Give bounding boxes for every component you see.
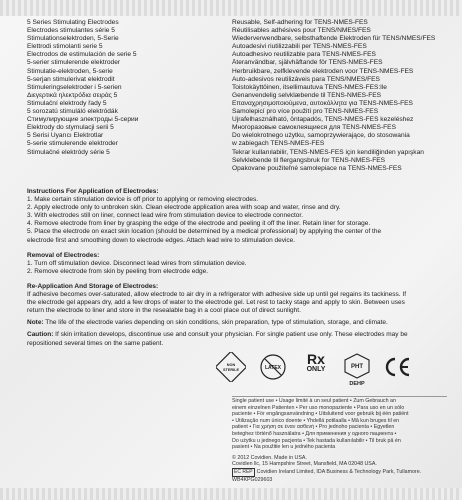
footer-line: paciente • För engångsanvändning • Uitsluitend voor gebruik bij één patiënt: [232, 411, 409, 418]
pht-dehp-icon: [342, 352, 372, 386]
footer-line: pasient • Na použitie len u jedného pacienta: [232, 444, 336, 451]
copyright-line: © 2012 Covidien. Made in USA.: [232, 454, 307, 461]
reapplication-line: If adhesive becomes over-saturated, allow electrode to air dry in a refrigerator with adhesive side up until gel regains its tackiness. If: [27, 291, 406, 299]
product-name-line: 5-serier stimulerende elektroder: [27, 59, 121, 67]
note-label: Note:: [27, 319, 44, 327]
caution-text: [27, 331, 437, 347]
product-name-line: Elektrody do stymulacji serii 5: [27, 124, 114, 132]
product-name-line: Electrodos de estimulación de serie 5: [27, 51, 137, 59]
dehp-text: DEHP: [349, 381, 365, 386]
product-name-line: Elettrodi stimolanti serie 5: [27, 43, 103, 51]
instructions-heading: Instructions For Application of Electrodes:: [27, 188, 159, 195]
product-description-line: Auto-adesivos reutilizáveis para TENS/NMES/FES: [232, 75, 380, 83]
product-description-line: Újrafelhasználható, öntapadós, TENS-NMES-FES kezeléshez: [232, 116, 414, 124]
removal-steps: [27, 260, 437, 276]
reapplication-line: return the electrode to liner and store in the resealable bag in a cool place out of direct sunlight.: [27, 307, 301, 315]
application-step: 3. With electrodes still on liner, connect lead wire from stimulation device to electrode connector.: [27, 212, 304, 220]
removal-step: 1. Turn off stimulation device. Disconnect lead wires from stimulation device.: [27, 259, 247, 267]
product-name-line: Stimulationselektroden, 5-Serie: [27, 35, 119, 43]
address-line-2: [232, 468, 447, 477]
product-name-line: Διεγερτικά ηλεκτρόδια σειράς 5: [27, 91, 118, 99]
application-step: electrode first and smoothing down to electrode edges. Attach lead wire to stimulation device.: [27, 236, 296, 244]
product-description-line: Herbruikbare, zelfklevende elektroden voor TENS-NMES-FES: [232, 67, 414, 75]
footer-line: Do użytku u jednego pacjenta • Tek hastada kullanılabilir • Til bruk på én: [232, 437, 401, 444]
product-code: WB4KPG029603: [232, 476, 273, 483]
product-name-line: 5-serie stimulerende elektroder: [27, 140, 118, 148]
ce-mark-icon: [382, 356, 412, 378]
product-description-line: Autoadhesivo reutilizable para TENS-NMES-FES: [232, 51, 376, 59]
product-description-line: Réutilisables adhésives pour TENS/NMES/FES: [232, 27, 371, 35]
caution-label: Caution:: [27, 331, 54, 339]
product-name-line: Stimulačné elektródy série 5: [27, 148, 110, 156]
product-description-line: Selvklebende til flergangsbruk for TENS-NMES-FES: [232, 156, 386, 164]
product-description-line: Tekrar kullanılabilir, TENS-NMES-FES için kendiliğinden yapışkan: [232, 148, 424, 156]
product-description-line: Toistokäyttöinen, itsellimautuva TENS-NMES-FES:lle: [232, 83, 387, 91]
latex-text: LATEX: [264, 365, 282, 371]
product-description-line: Reusable, Self-adhering for TENS-NMES-FES: [232, 19, 368, 26]
application-steps: [27, 196, 437, 245]
rx-only-text: ONLY: [306, 366, 326, 373]
note-body: The life of the electrode varies depending on skin conditions, skin preparation, type of stimulation, storage, and climate.: [43, 319, 388, 327]
address-line-2-text: Covidien Ireland Limited, IDA Business & Technology Park, Tullamore.: [256, 468, 422, 475]
instructions-block: [27, 185, 437, 348]
caution-line-2: repositioned several times on the same patient.: [27, 339, 164, 347]
application-step: 5. Place the electrode on exact skin location (should be determined by a medical professional) by applying the center of the: [27, 228, 382, 236]
bottom-seal: [0, 488, 462, 500]
product-description-line: Многоразовые самоклеящиеся для TENS-NMES-FES: [232, 124, 396, 132]
product-description-line: w zabiegach TENS-NMES-FES: [232, 140, 325, 148]
application-step: 1. Make certain stimulation device is off prior to applying or removing electrodes.: [27, 196, 259, 204]
product-description-line: Opakovane použiteľné samolepiace na TENS-NMES-FES: [232, 164, 402, 172]
top-seal: [0, 0, 462, 16]
footer-text: [232, 396, 447, 483]
footer-line: Single patient use • Usage limité à un seul patient • Zum Gebrauch an: [232, 398, 396, 404]
product-description-line: Wiederverwendbare, selbsthaftende Elektroden für TENS/NMES/FES: [232, 35, 436, 43]
product-description-line: Samolepicí pro více použití pro TENS-NMES-FES: [232, 108, 379, 116]
address-line-1: Covidien llc, 15 Hampshire Street, Mansfield, MA 02048 USA.: [232, 461, 377, 468]
product-name-line: 5 sorozatú stimuláló elektródák: [27, 108, 118, 116]
product-name-line: 5 Serisi Uyarıcı Elektrotlar: [27, 132, 104, 140]
product-description-translations: [232, 19, 435, 173]
regulatory-symbols: [0, 352, 462, 392]
note-text: [27, 319, 437, 327]
footer-line: beteghez történő használatra • Для применения у одного пациента •: [232, 430, 397, 437]
footer-line: einem einzelnen Patienten • Per uso monopaziente • Para uso en un sólo: [232, 404, 405, 411]
product-name-line: Stimulační elektrody řady 5: [27, 99, 107, 107]
product-name-translations: [27, 19, 138, 157]
reapplication-text: [27, 291, 437, 315]
rx-text: Rx: [307, 351, 325, 367]
ec-rep-box: EC REP: [234, 468, 253, 475]
product-description-line: Autoadesivi riutilizzabili per TENS-NMES-FES: [232, 43, 367, 51]
product-description-line: Do wielokrotnego użytku, samoprzywierające, do stosowania: [232, 132, 410, 140]
application-step: 2. Apply electrode only to unbroken skin. Clean electrode application area with soap and water, rinse and dry.: [27, 204, 341, 212]
single-patient-use-translations: [232, 398, 447, 451]
caution-line-1: If skin irritation develops, discontinue use and consult your physician. For single patient use only. These electrodes may be: [53, 331, 408, 339]
rx-only-icon: [300, 352, 332, 374]
product-description-line: Επαναχρησιμοποιούμενα, αυτοκόλλητα για TENS-NMES-FES: [232, 99, 413, 107]
product-name-line: Stimulatie-elektroden, 5-serie: [27, 67, 113, 75]
product-name-line: Stimuleringselektroder i 5-serien: [27, 83, 122, 91]
reapplication-line: the electrode gel appears dry, add a few drops of water to the electrode gel. Let rest to tacky stage and apply to skin. Between uses: [27, 299, 405, 307]
footer-line: patient • Για χρήση σε έναν ασθενή • Pro jednoho pacienta • Egyetlen: [232, 424, 395, 431]
reapplication-heading: Re-Application And Storage of Electrodes:: [27, 282, 159, 290]
product-name-line: Стимулирующие электроды 5-серии: [27, 116, 139, 124]
application-step: 4. Remove electrode from liner by grasping the edge of the electrode and peeling it off the liner. Retain liner for storage.: [27, 220, 371, 228]
removal-step: 2. Remove electrode from skin by peeling from electrode edge.: [27, 267, 209, 275]
footer-line: • Utilização num único doente • Yhdellä potilaalla • Må kun bruges til en: [232, 417, 400, 424]
product-name-line: 5-serjan stimulerivat elektrodit: [27, 75, 115, 83]
non-sterile-icon: [216, 352, 246, 382]
non-sterile-text-1: NON: [226, 363, 236, 367]
latex-free-icon: [258, 352, 288, 382]
removal-heading: Removal of Electrodes:: [27, 251, 100, 259]
pht-text: PHT: [351, 364, 363, 370]
product-description-line: Genanvendelig selvklæbende til TENS-NMES-FES: [232, 91, 382, 99]
product-description-line: Återanvändbar, självhäftande för TENS-NMES-FES: [232, 59, 383, 67]
product-name-line: Electrodes stimulantes série 5: [27, 27, 115, 35]
product-name-line: 5 Series Stimulating Electrodes: [27, 19, 119, 26]
non-sterile-text-2: STERILE: [222, 368, 240, 372]
